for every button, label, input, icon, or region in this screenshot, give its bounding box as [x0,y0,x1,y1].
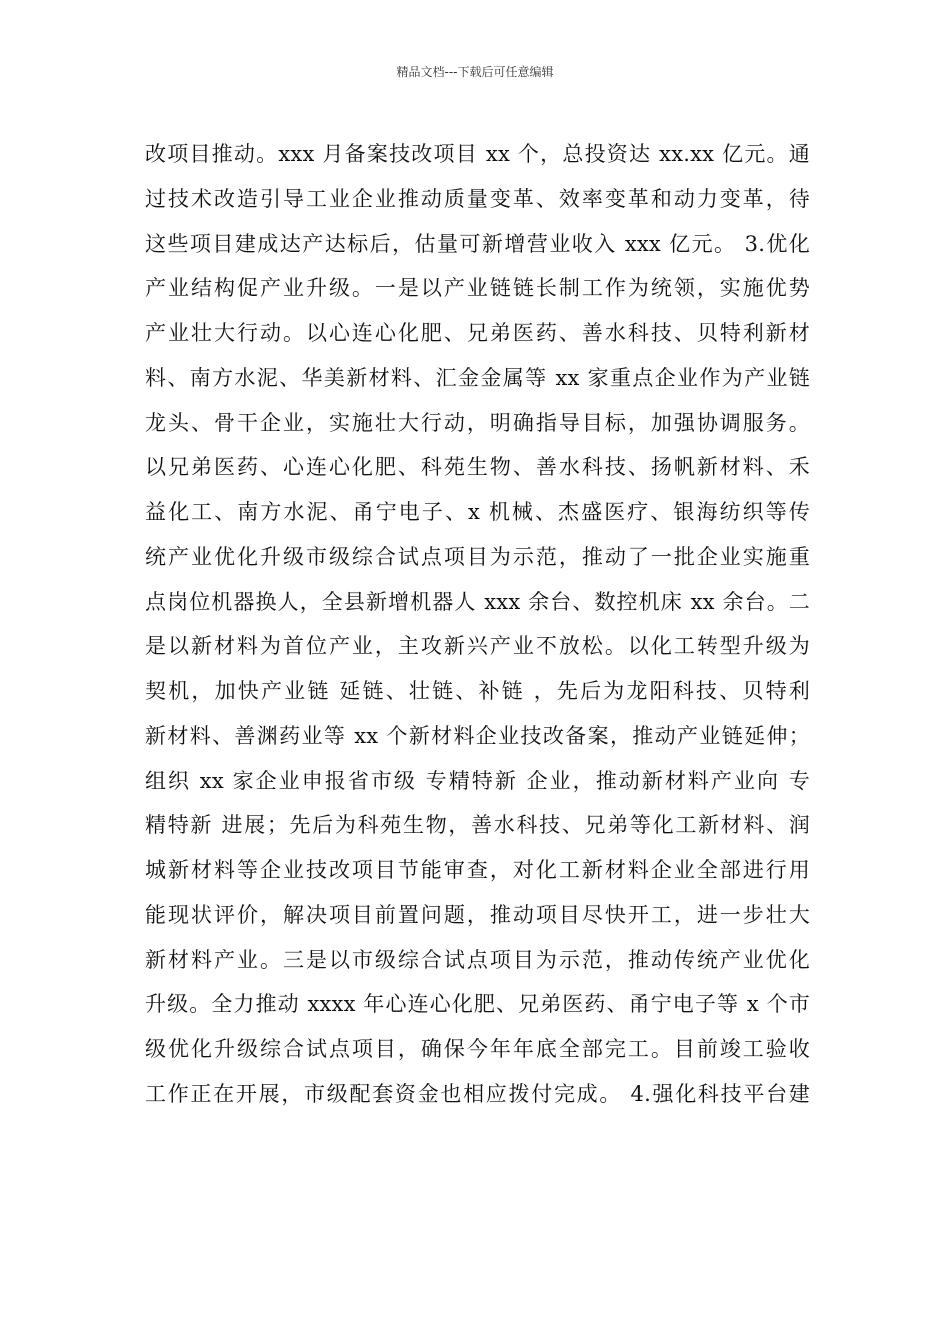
text-line: 级优化升级综合试点项目，确保今年年底全部完工。目前竣工验收 [145,1037,810,1061]
text-line: 统产业优化升级市级综合试点项目为示范，推动了一批企业实施重 [145,544,810,569]
text-line: 龙头、骨干企业，实施壮大行动，明确指导目标，加强协调服务。 [145,410,810,435]
text-line: 产业结构促产业升级。一是以产业链链长制工作为统领，实施优势 [145,276,810,301]
text-line: 升级。全力推动 xxxx 年心连心化肥、兄弟医药、甬宁电子等 x 个市 [145,992,810,1017]
text-line: 这些项目建成达产达标后，估量可新增营业收入 xxx 亿元。 3.优化 [145,231,810,256]
text-line: 点岗位机器换人，全县新增机器人 xxx 余台、数控机床 xx 余台。二 [145,589,810,614]
text-line: 能现状评价，解决项目前置问题，推动项目尽快开工，进一步壮大 [145,902,810,927]
page-header: 精品文档---下载后可任意编辑 [396,65,554,79]
text-line: 精特新 进展；先后为科苑生物，善水科技、兄弟等化工新材料、润 [145,813,810,838]
text-line: 过技术改造引导工业企业推动质量变革、效率变革和动力变革，待 [145,186,810,211]
text-line: 料、南方水泥、华美新材料、汇金金属等 xx 家重点企业作为产业链 [145,365,810,390]
text-line: 城新材料等企业技改项目节能审查，对化工新材料企业全部进行用 [145,858,810,882]
text-line: 工作正在开展，市级配套资金也相应拨付完成。 4.强化科技平台建 [145,1081,810,1106]
text-line: 组织 xx 家企业申报省市级 专精特新 企业，推动新材料产业向 专 [145,768,810,793]
text-line: 新材料产业。三是以市级综合试点项目为示范，推动传统产业优化 [145,947,810,972]
document-body [145,132,810,1117]
text-line: 益化工、南方水泥、甬宁电子、x 机械、杰盛医疗、银海纺织等传 [145,500,810,524]
text-line: 以兄弟医药、心连心化肥、科苑生物、善水科技、扬帆新材料、禾 [145,455,810,480]
text-line: 是以新材料为首位产业，主攻新兴产业不放松。以化工转型升级为 [145,634,810,659]
text-line: 契机，加快产业链 延链、壮链、补链 ，先后为龙阳科技、贝特利 [145,679,810,703]
text-line: 产业壮大行动。以心连心化肥、兄弟医药、善水科技、贝特利新材 [145,321,810,345]
text-line: 改项目推动。xxx 月备案技改项目 xx 个，总投资达 xx.xx 亿元。通 [145,142,810,166]
text-line: 新材料、善渊药业等 xx 个新材料企业技改备案，推动产业链延伸； [145,723,810,748]
